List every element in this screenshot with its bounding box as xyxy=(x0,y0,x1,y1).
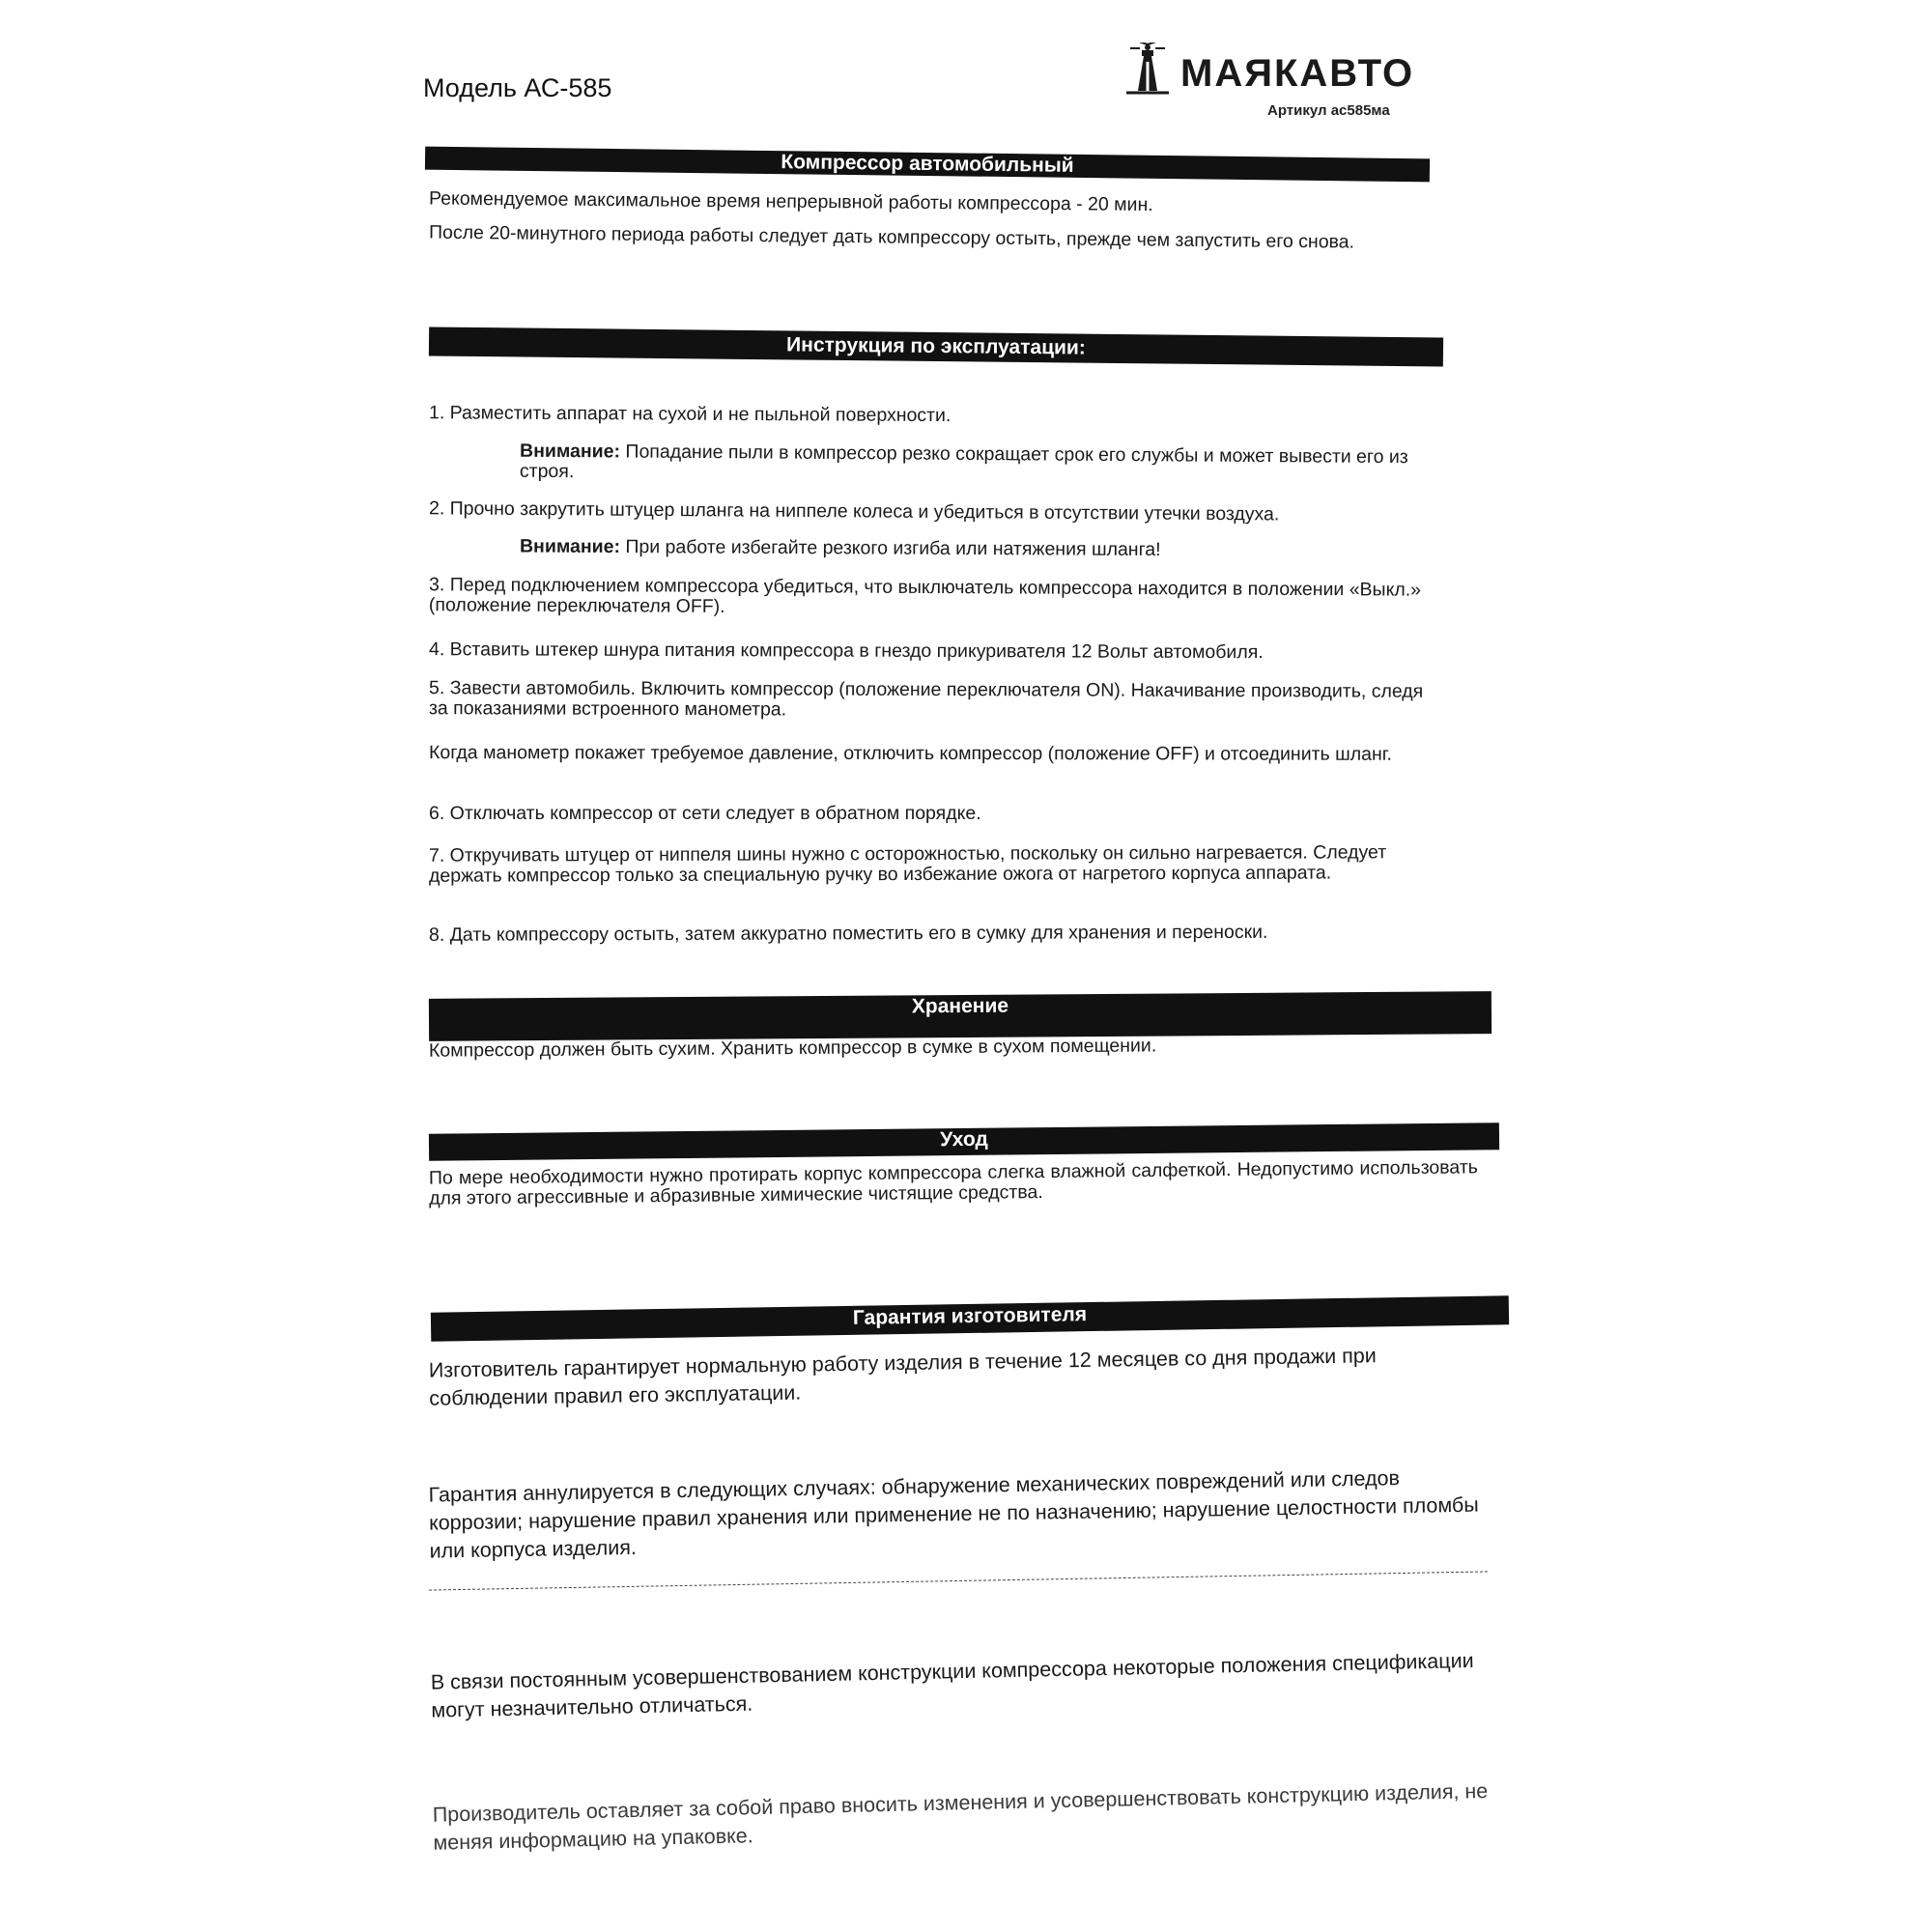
instruction-step-5-continued: Когда манометр покажет требуемое давление, отключить компрессор (положение OFF) и отсоединить шланг. xyxy=(428,742,1392,765)
instruction-step-8: 8. Дать компрессору остыть, затем аккуратно поместить его в сумку для хранения и переноски. xyxy=(428,921,1268,946)
dashed-divider xyxy=(429,1571,1488,1590)
warranty-terms-text: Изготовитель гарантирует нормальную работу изделия в течение 12 месяцев со дня продажи при соблюдении правил его эксплуатации. xyxy=(428,1344,1377,1410)
section-title: Инструкция по эксплуатации: xyxy=(786,333,1086,359)
instruction-warning-2 xyxy=(520,537,1428,562)
instruction-step-5: 5. Завести автомобиль. Включить компрессор (положение переключателя ON). Накачивание производить, следя за показаниями встроенного манометра. xyxy=(428,677,1424,721)
storage-text: Компрессор должен быть сухим. Хранить компрессор в сумке в сухом помещении. xyxy=(428,1035,1157,1062)
section-title: Гарантия изготовителя xyxy=(852,1303,1088,1329)
instruction-step-1: 1. Разместить аппарат на сухой и не пыльной поверхности. xyxy=(428,402,952,427)
model-label: Модель АС-585 xyxy=(423,73,612,102)
warning-text: При работе избегайте резкого изгиба или натяжения шланга! xyxy=(625,536,1161,561)
brand-name: МАЯКАВТО xyxy=(1180,52,1415,95)
warning-text: Попадание пыли в компрессор резко сокращает срок его службы и может вывести его из строя. xyxy=(519,440,1408,483)
instruction-step-2: 2. Прочно закрутить штуцер шланга на ниппеле колеса и убедиться в отсутствии утечки воздуха. xyxy=(428,497,1280,526)
section-title: Уход xyxy=(940,1127,988,1151)
section-header-instructions xyxy=(429,327,1443,367)
care-text: По мере необходимости нужно протирать корпус компрессора слегка влажной салфеткой. Недопустимо использовать для этого агрессивные и абразивные химические чистящие средства. xyxy=(428,1156,1478,1209)
compressor-runtime-text: Рекомендуемое максимальное время непрерывной работы компрессора - 20 мин. xyxy=(428,187,1153,216)
section-header-care xyxy=(429,1122,1499,1161)
section-title: Компрессор автомобильный xyxy=(781,151,1074,177)
instruction-warning-1 xyxy=(520,441,1428,489)
manufacturer-rights-text: Производитель оставляет за собой право вносить изменения и усовершенствовать конструкцию изделия, не меняя информацию на упаковке. xyxy=(432,1778,1489,1855)
lighthouse-logo-icon xyxy=(1121,43,1175,97)
instruction-step-7: 7. Откручивать штуцер от ниппеля шины нужно с осторожностью, поскольку он сильно нагревается. Следует держать компрессор только за специальную ручку во избежание ожога от нагретого корпуса аппарата. xyxy=(428,841,1387,887)
warranty-void-text: Гарантия аннулируется в следующих случаях: обнаружение механических повреждений или следов коррозии; нарушение правил хранения или применение не по назначению; нарушение целостности пломбы или корпуса изделия. xyxy=(428,1466,1479,1563)
section-header-compressor xyxy=(425,147,1430,183)
article-number: Артикул ас585ма xyxy=(1267,102,1390,119)
compressor-cooldown-text: После 20-минутного периода работы следует дать компрессору остыть, прежде чем запустить его снова. xyxy=(428,221,1355,253)
warning-label: Внимание: xyxy=(520,440,621,463)
instruction-step-3: 3. Перед подключением компрессора убедиться, что выключатель компрессора находится в положении «Выкл.» (положение переключателя OFF). xyxy=(428,574,1422,617)
warning-label: Внимание: xyxy=(519,535,621,558)
section-header-storage xyxy=(429,991,1492,1041)
section-title: Хранение xyxy=(911,994,1009,1018)
section-header-warranty xyxy=(431,1295,1509,1342)
spec-changes-text: В связи постоянным усовершенствованием конструкции компрессора некоторые положения спецификации могут незначительно отличаться. xyxy=(430,1649,1474,1722)
instruction-step-6: 6. Отключать компрессор от сети следует в обратном порядке. xyxy=(429,803,981,824)
instruction-step-4: 4. Вставить штекер шнура питания компрессора в гнездо прикуривателя 12 Вольт автомобиля. xyxy=(428,639,1264,664)
